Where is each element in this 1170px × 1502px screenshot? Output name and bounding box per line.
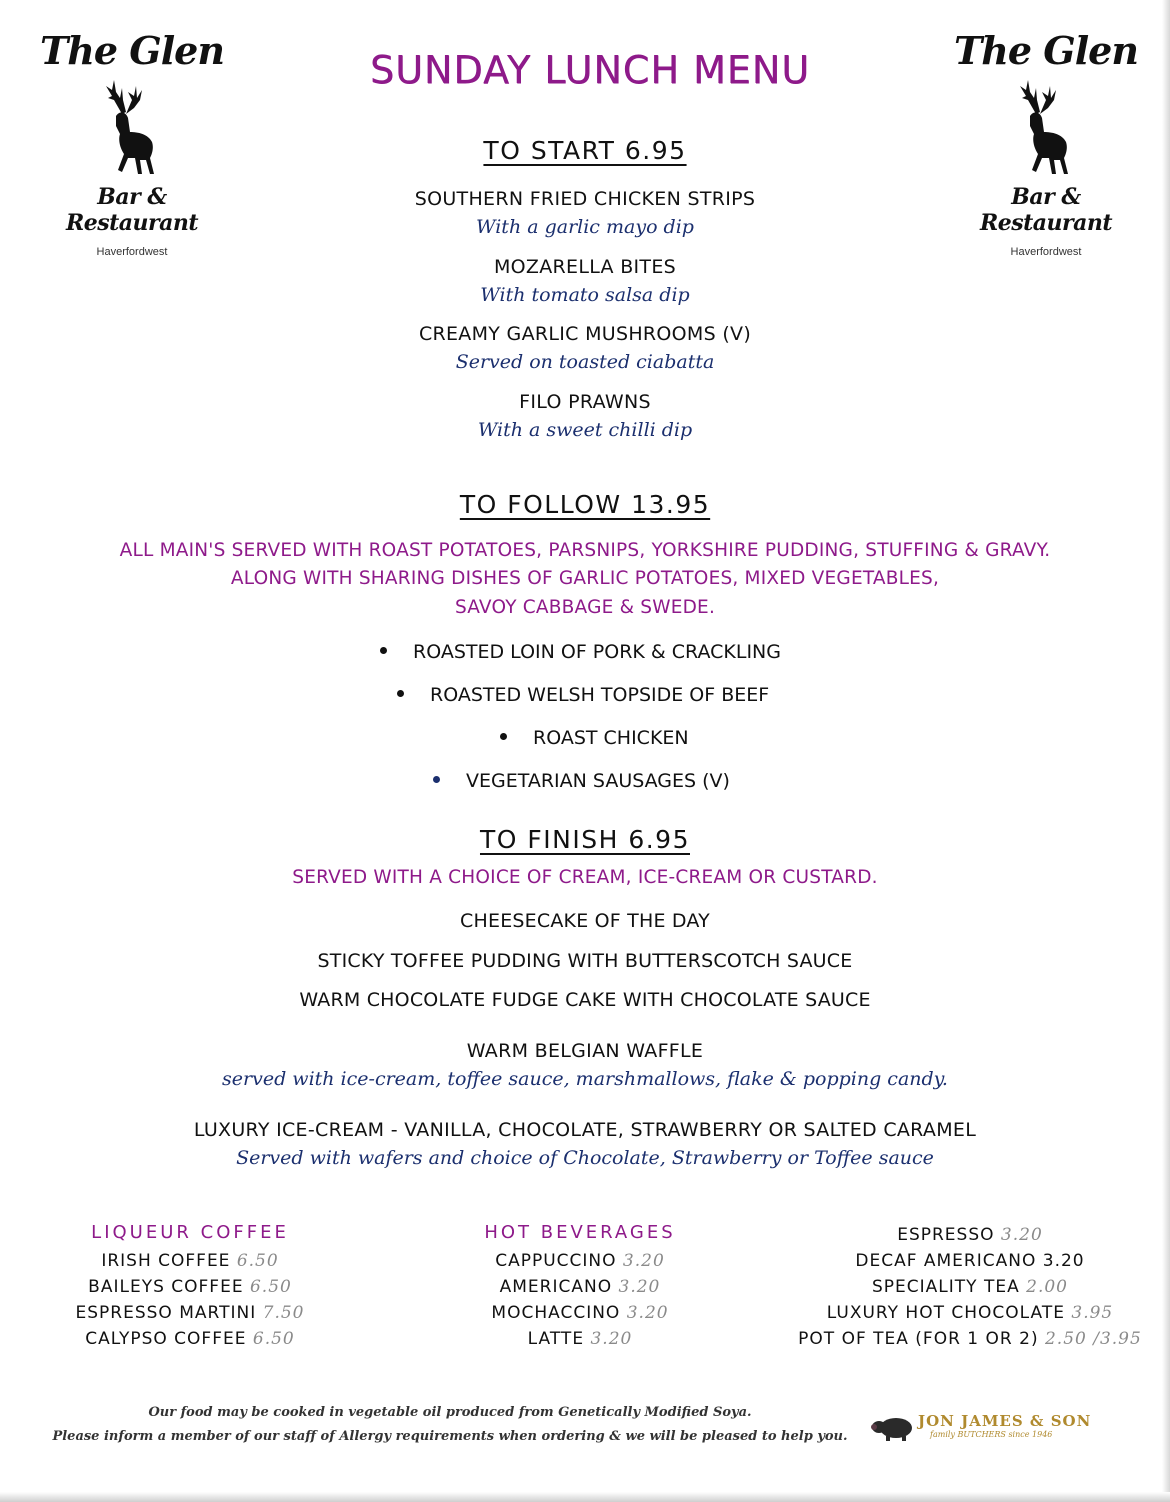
- drink-name: BAILEYS COFFEE: [88, 1277, 244, 1297]
- main-item-label: ROASTED WELSH TOPSIDE OF BEEF: [430, 684, 770, 706]
- page-edge: [1162, 0, 1170, 1502]
- drink-name: DECAF AMERICANO 3.20: [855, 1251, 1085, 1271]
- drink-row: [780, 1248, 1160, 1274]
- drink-price: 3.95: [1071, 1303, 1114, 1323]
- column-heading: LIQUEUR COFFEE: [91, 1222, 289, 1243]
- drink-price: 3.20: [626, 1303, 669, 1323]
- allergy-notice: Please inform a member of our staff of Allergy requirements when ordering & we will be pleased to help you.: [52, 1429, 848, 1444]
- starter-item: [0, 256, 1170, 306]
- main-item-label: ROASTED LOIN OF PORK & CRACKLING: [413, 641, 781, 663]
- logo-town: Haverfordwest: [96, 246, 168, 258]
- drink-price: 3.20: [622, 1251, 665, 1271]
- finish-note: SERVED WITH A CHOICE OF CREAM, ICE-CREAM OR CUSTARD.: [292, 867, 878, 888]
- drink-name: ESPRESSO: [897, 1225, 995, 1245]
- logo-title: The Glen: [953, 28, 1138, 73]
- bullet-icon: [433, 776, 440, 783]
- logo-subtitle: Bar & Restaurant: [979, 184, 1113, 236]
- butcher-logo: [870, 1410, 1150, 1444]
- drink-price: 6.50: [249, 1277, 292, 1297]
- drink-price: 7.50: [262, 1303, 305, 1323]
- drink-name: SPECIALITY TEA: [872, 1277, 1020, 1297]
- drink-price: 3.20: [1000, 1225, 1043, 1245]
- drink-price: 2.50 /3.95: [1044, 1329, 1142, 1349]
- drink-price: 6.50: [236, 1251, 279, 1271]
- butcher-tagline: family BUTCHERS since 1946: [930, 1430, 1053, 1439]
- drink-name: CAPPUCCINO: [495, 1251, 617, 1271]
- bullet-icon: [500, 733, 507, 740]
- starter-name: SOUTHERN FRIED CHICKEN STRIPS: [414, 188, 756, 210]
- drink-price: 3.20: [590, 1329, 633, 1349]
- main-item: [397, 684, 769, 706]
- follow-note-line: SAVOY CABBAGE & SWEDE.: [454, 597, 716, 618]
- starter-desc: With tomato salsa dip: [480, 284, 690, 306]
- dessert-item: [0, 1119, 1170, 1169]
- logo-town: Haverfordwest: [1010, 246, 1082, 258]
- drink-name: ESPRESSO MARTINI: [75, 1303, 257, 1323]
- column-heading: HOT BEVERAGES: [484, 1222, 676, 1243]
- starter-name: MOZARELLA BITES: [493, 256, 677, 278]
- drink-row: [440, 1326, 720, 1352]
- follow-note-line: ALL MAIN'S SERVED WITH ROAST POTATOES, PARSNIPS, YORKSHIRE PUDDING, STUFFING & GRAVY.: [119, 540, 1051, 561]
- drink-price: 6.50: [252, 1329, 295, 1349]
- logo-subtitle: Bar & Restaurant: [65, 184, 199, 236]
- dessert-name: WARM BELGIAN WAFFLE: [466, 1040, 704, 1062]
- liqueur-coffee-column: [20, 1222, 360, 1352]
- main-item-label: ROAST CHICKEN: [533, 727, 689, 749]
- dessert-name: LUXURY ICE-CREAM - VANILLA, CHOCOLATE, STRAWBERRY OR SALTED CARAMEL: [193, 1119, 977, 1141]
- dessert-item: WARM CHOCOLATE FUDGE CAKE WITH CHOCOLATE SAUCE: [299, 989, 871, 1011]
- drink-row: [780, 1326, 1160, 1352]
- dessert-item: CHEESECAKE OF THE DAY: [460, 910, 710, 932]
- drink-row: [780, 1222, 1160, 1248]
- dessert-item: [0, 1040, 1170, 1090]
- bullet-icon: [397, 690, 404, 697]
- main-item: [380, 641, 781, 663]
- follow-note-line: ALONG WITH SHARING DISHES OF GARLIC POTATOES, MIXED VEGETABLES,: [230, 568, 940, 589]
- dessert-desc: Served with wafers and choice of Chocolate, Strawberry or Toffee sauce: [236, 1147, 934, 1169]
- drink-price: 2.00: [1026, 1277, 1068, 1297]
- more-beverages-column: [780, 1222, 1160, 1352]
- bullet-icon: [380, 647, 387, 654]
- drink-name: POT OF TEA (FOR 1 OR 2): [798, 1329, 1039, 1349]
- starter-desc: Served on toasted ciabatta: [455, 351, 715, 373]
- starter-item: [0, 188, 1170, 238]
- starter-item: [0, 391, 1170, 441]
- logo-title: The Glen: [39, 28, 224, 73]
- drink-row: [20, 1248, 360, 1274]
- gm-soya-notice: Our food may be cooked in vegetable oil produced from Genetically Modified Soya.: [148, 1405, 752, 1420]
- drink-name: MOCHACCINO: [491, 1303, 621, 1323]
- menu-title: SUNDAY LUNCH MENU: [369, 48, 811, 92]
- starter-desc: With a sweet chilli dip: [477, 419, 693, 441]
- drink-name: CALYPSO COFFEE: [85, 1329, 247, 1349]
- dessert-desc: served with ice-cream, toffee sauce, marshmallows, flake & popping candy.: [222, 1068, 948, 1090]
- drink-row: [20, 1326, 360, 1352]
- drink-price: 3.20: [618, 1277, 661, 1297]
- drink-row: [780, 1274, 1160, 1300]
- page-edge: [0, 1492, 1170, 1502]
- butcher-name: JON JAMES & SON: [918, 1412, 1092, 1430]
- finish-heading: TO FINISH 6.95: [479, 825, 690, 854]
- drink-row: [440, 1300, 720, 1326]
- drink-row: [440, 1248, 720, 1274]
- drink-name: LATTE: [527, 1329, 585, 1349]
- drink-row: [20, 1274, 360, 1300]
- starter-item: [0, 323, 1170, 373]
- drink-name: IRISH COFFEE: [101, 1251, 231, 1271]
- main-item: [500, 727, 689, 749]
- dessert-item: STICKY TOFFEE PUDDING WITH BUTTERSCOTCH SAUCE: [317, 950, 853, 972]
- hot-beverages-column: [440, 1222, 720, 1352]
- drink-row: [780, 1300, 1160, 1326]
- follow-heading: TO FOLLOW 13.95: [459, 490, 711, 519]
- start-heading: TO START 6.95: [483, 136, 687, 165]
- drink-name: AMERICANO: [499, 1277, 613, 1297]
- drink-name: LUXURY HOT CHOCOLATE: [826, 1303, 1065, 1323]
- starter-name: CREAMY GARLIC MUSHROOMS (V): [418, 323, 752, 345]
- main-item-label: VEGETARIAN SAUSAGES (V): [466, 770, 730, 792]
- main-item: [433, 770, 730, 792]
- drink-row: [440, 1274, 720, 1300]
- pig-icon: [870, 1412, 916, 1442]
- starter-desc: With a garlic mayo dip: [476, 216, 694, 238]
- drink-row: [20, 1300, 360, 1326]
- starter-name: FILO PRAWNS: [519, 391, 651, 413]
